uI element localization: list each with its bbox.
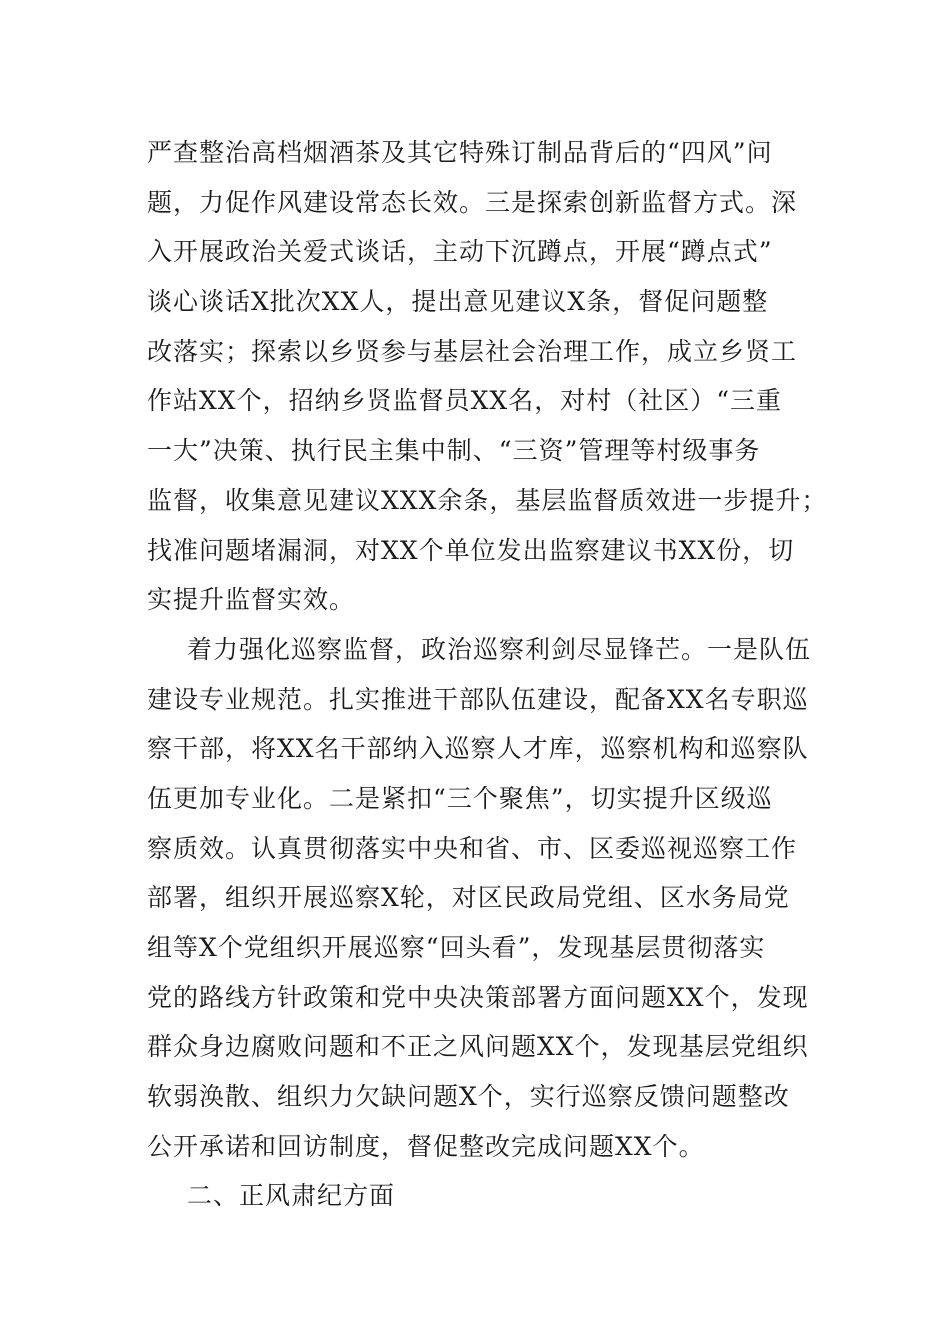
paragraph-1: [147, 128, 837, 625]
paragraph-line: 实提升监督实效。: [147, 585, 356, 615]
paragraph-line: 谈心谈话X批次XX人，提出意见建议X条，督促问题整: [147, 287, 769, 317]
paragraph-line: 一大”决策、执行民主集中制、“三资”管理等村级事务: [147, 436, 761, 466]
section-heading: 二、正风肃纪方面: [187, 1181, 396, 1211]
paragraph-line: 建设专业规范。扎实推进干部队伍建设，配备XX名专职巡: [147, 684, 809, 714]
paragraph-line: 入开展政治关爱式谈话，主动下沉蹲点，开展“蹲点式”: [147, 237, 773, 267]
paragraph-line: 群众身边腐败问题和不正之风问题XX个，发现基层党组织: [147, 1032, 809, 1062]
paragraph-line: 改落实；探索以乡贤参与基层社会治理工作，成立乡贤工: [147, 336, 798, 366]
paragraph-line: 题，力促作风建设常态长效。三是探索创新监督方式。深: [147, 187, 798, 217]
paragraph-line: 察干部，将XX名干部纳入巡察人才库，巡察机构和巡察队: [147, 734, 809, 764]
paragraph-line: 伍更加专业化。二是紧扣“三个聚焦”，切实提升区级巡: [147, 783, 773, 813]
paragraph-line: 软弱涣散、组织力欠缺问题X个，实行巡察反馈问题整改: [147, 1082, 790, 1112]
paragraph-line: 作站XX个，招纳乡贤监督员XX名，对村（社区）“三重: [147, 386, 782, 416]
paragraph-line: 组等X个党组织开展巡察“回头看”，发现基层贯彻落实: [147, 933, 766, 962]
paragraph-line: 找准问题堵漏洞，对XX个单位发出监察建议书XX份，切: [147, 535, 795, 565]
paragraph-line: 察质效。认真贯彻落实中央和省、市、区委巡视巡察工作: [147, 833, 798, 863]
paragraph-line: 公开承诺和回访制度，督促整改完成问题XX个。: [147, 1131, 705, 1161]
paragraph-line: 严查整治高档烟酒茶及其它特殊订制品背后的“四风”问: [147, 138, 773, 167]
document-body: [147, 128, 837, 1221]
paragraph-line: 监督，收集意见建议XXX余条，基层监督质效进一步提升；: [147, 485, 828, 515]
paragraph-line: 党的路线方针政策和党中央决策部署方面问题XX个，发现: [147, 982, 809, 1012]
paragraph-line: 部署，组织开展巡察X轮，对区民政局党组、区水务局党: [147, 883, 790, 913]
paragraph-2: [147, 625, 837, 1172]
paragraph-line: 着力强化巡察监督，政治巡察利剑尽显锋芒。一是队伍: [187, 634, 812, 664]
